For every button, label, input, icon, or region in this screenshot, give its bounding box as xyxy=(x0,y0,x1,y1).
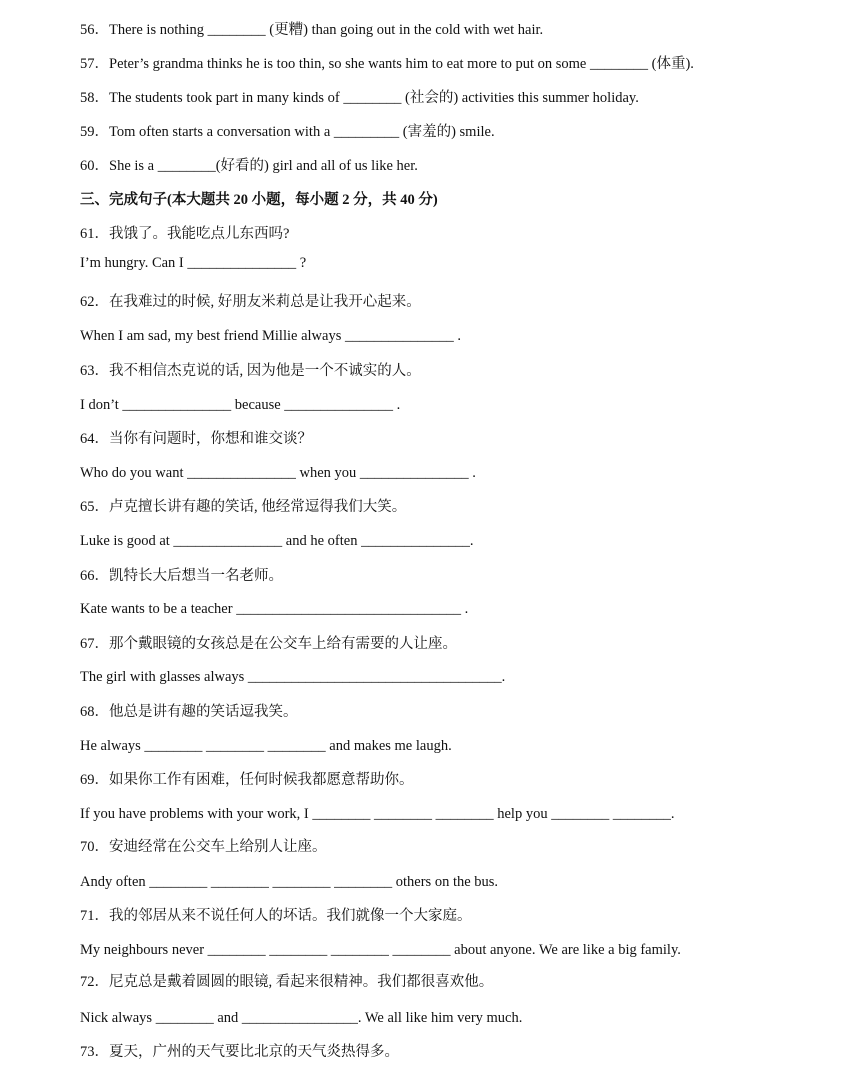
question-57: 57．Peter’s grandma thinks he is too thin, so she wants him to eat more to put on some ________ (体重). xyxy=(80,56,694,72)
question-71-prompt: 71．我的邻居从来不说任何人的坏话。我们就像一个大家庭。 xyxy=(80,908,472,924)
question-71-sentence: My neighbours never ________ ________ ________ ________ about anyone. We are like a big family. xyxy=(80,942,681,958)
question-65-sentence: Luke is good at _______________ and he often _______________. xyxy=(80,533,474,549)
question-64-sentence: Who do you want _______________ when you _______________ . xyxy=(80,465,476,481)
question-64-prompt: 64．当你有问题时，你想和谁交谈？ xyxy=(80,431,312,447)
question-66-prompt: 66．凯特长大后想当一名老师。 xyxy=(80,568,283,584)
question-65-prompt: 65．卢克擅长讲有趣的笑话, 他经常逗得我们大笑。 xyxy=(80,499,407,515)
question-70-sentence: Andy often ________ ________ ________ ________ others on the bus. xyxy=(80,874,499,890)
question-73-prompt: 73．夏天，广州的天气要比北京的天气炎热得多。 xyxy=(80,1044,399,1060)
question-69-prompt: 69．如果你工作有困难，任何时候我都愿意帮助你。 xyxy=(80,772,414,788)
question-69-sentence: If you have problems with your work, I ________ ________ ________ help you ________ ________. xyxy=(80,806,675,822)
question-63-prompt: 63．我不相信杰克说的话, 因为他是一个不诚实的人。 xyxy=(80,363,421,379)
question-68-prompt: 68．他总是讲有趣的笑话逗我笑。 xyxy=(80,704,298,720)
question-58: 58．The students took part in many kinds of ________ (社会的) activities this summer holiday. xyxy=(80,90,639,106)
question-63-sentence: I don’t _______________ because _______________ . xyxy=(80,397,401,413)
question-56: 56．There is nothing ________ (更糟) than going out in the cold with wet hair. xyxy=(80,22,544,38)
question-72-prompt: 72．尼克总是戴着圆圆的眼镜, 看起来很精神。我们都很喜欢他。 xyxy=(80,974,494,990)
question-67-prompt: 67．那个戴眼镜的女孩总是在公交车上给有需要的人让座。 xyxy=(80,636,457,652)
question-60: 60．She is a ________(好看的) girl and all of us like her. xyxy=(80,158,418,174)
question-62-prompt: 62．在我难过的时候, 好朋友米莉总是让我开心起来。 xyxy=(80,294,421,310)
question-62-sentence: When I am sad, my best friend Millie always _______________ . xyxy=(80,328,461,344)
question-66-sentence: Kate wants to be a teacher _______________________________ . xyxy=(80,601,469,617)
question-72-sentence: Nick always ________ and ________________. We all like him very much. xyxy=(80,1010,523,1026)
question-59: 59．Tom often starts a conversation with a _________ (害羞的) smile. xyxy=(80,124,495,140)
section-heading: 三、完成句子(本大题共 20 小题，每小题 2 分，共 40 分) xyxy=(80,192,438,208)
question-67-sentence: The girl with glasses always ___________________________________. xyxy=(80,669,506,685)
question-61-sentence: I’m hungry. Can I _______________ ? xyxy=(80,255,307,271)
question-68-sentence: He always ________ ________ ________ and makes me laugh. xyxy=(80,738,452,754)
question-70-prompt: 70．安迪经常在公交车上给别人让座。 xyxy=(80,839,327,855)
question-61-prompt: 61．我饿了。我能吃点儿东西吗? xyxy=(80,226,290,242)
